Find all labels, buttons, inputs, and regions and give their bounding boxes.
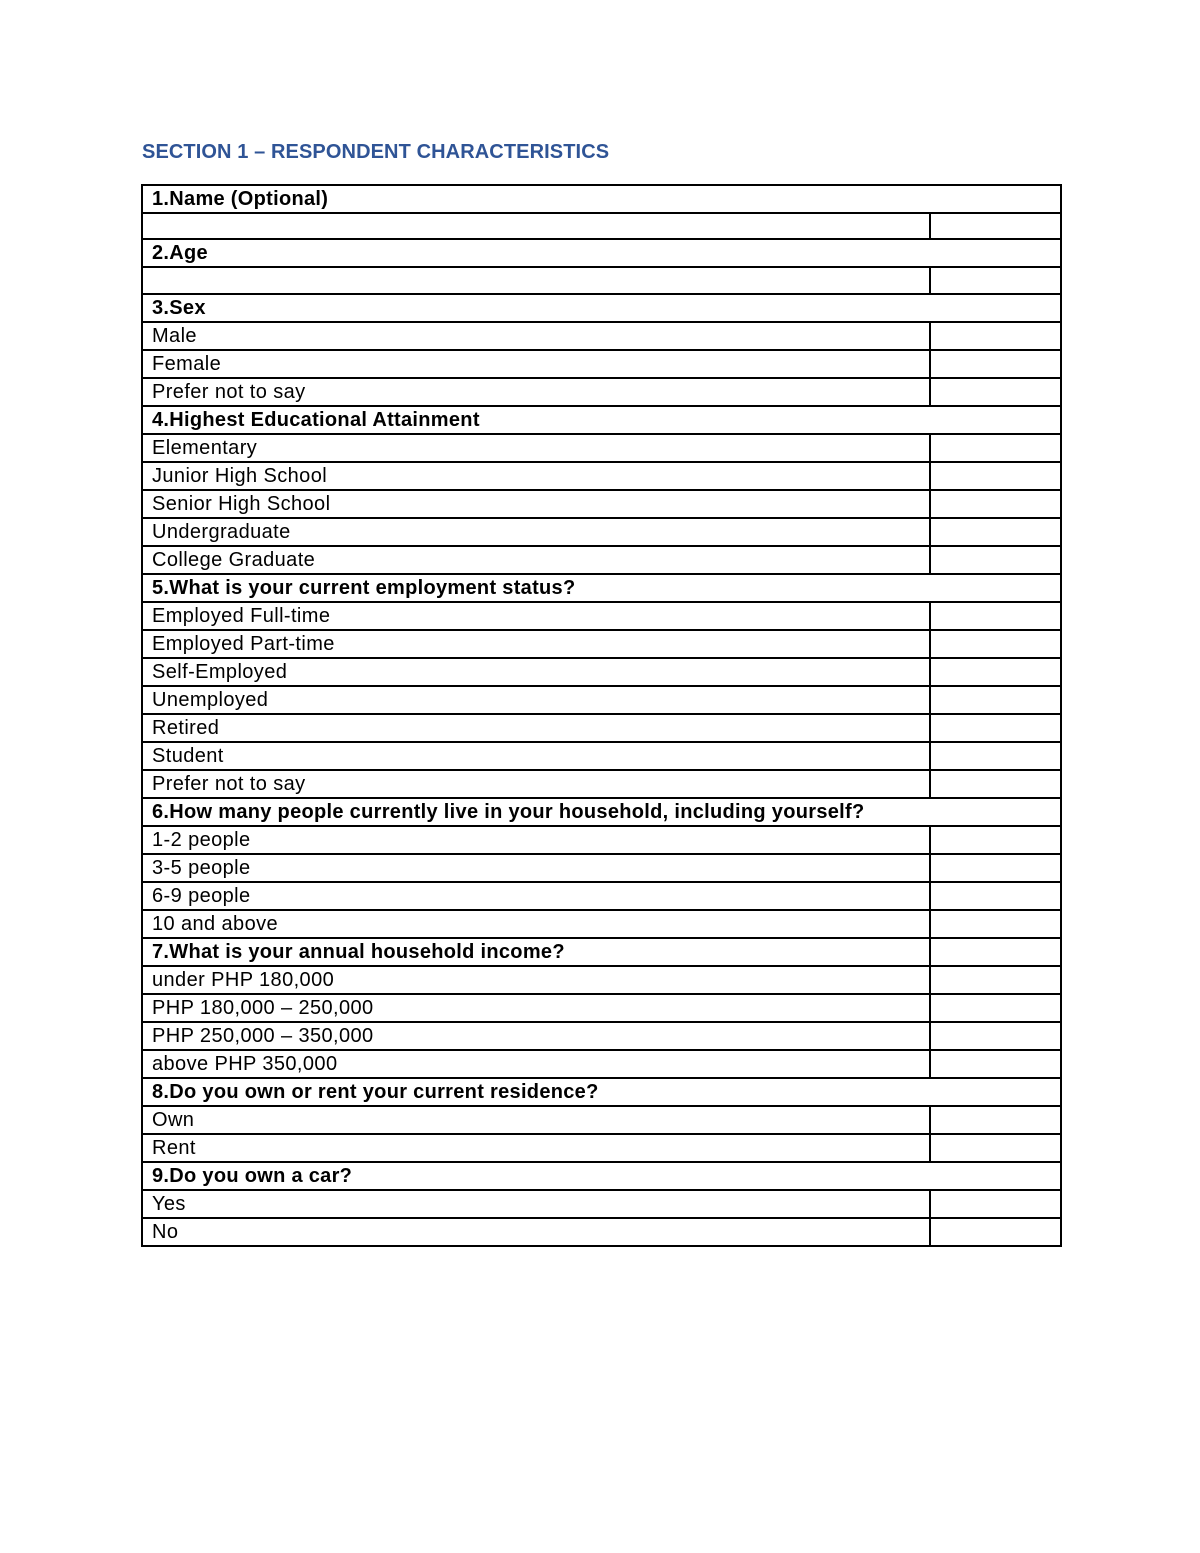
answer-field[interactable] <box>142 267 930 293</box>
option-label: No <box>142 1218 930 1246</box>
option-row <box>142 770 1061 798</box>
option-row <box>142 462 1061 490</box>
answer-cell[interactable] <box>930 1218 1061 1246</box>
answer-cell <box>930 938 1061 966</box>
option-row <box>142 1022 1061 1050</box>
option-row <box>142 994 1061 1022</box>
option-label: Undergraduate <box>142 518 930 546</box>
option-row <box>142 686 1061 714</box>
answer-cell[interactable] <box>930 994 1061 1022</box>
answer-cell[interactable] <box>930 546 1061 574</box>
option-label: Prefer not to say <box>142 770 930 798</box>
option-row <box>142 742 1061 770</box>
survey-table-body <box>142 185 1061 1246</box>
option-label: Male <box>142 322 930 350</box>
option-row <box>142 826 1061 854</box>
option-label: 6-9 people <box>142 882 930 910</box>
answer-cell[interactable] <box>930 658 1061 686</box>
question-label: 4.Highest Educational Attainment <box>142 406 1061 434</box>
answer-cell[interactable] <box>930 1190 1061 1218</box>
option-label: PHP 180,000 – 250,000 <box>142 994 930 1022</box>
question-label: 1.Name (Optional) <box>142 185 1061 213</box>
option-row <box>142 1190 1061 1218</box>
question-row <box>142 406 1061 434</box>
answer-cell[interactable] <box>930 378 1061 406</box>
answer-cell[interactable] <box>930 518 1061 546</box>
option-row <box>142 1218 1061 1246</box>
option-row <box>142 546 1061 574</box>
question-label: 6.How many people currently live in your household, including yourself? <box>142 798 1061 826</box>
answer-cell[interactable] <box>930 910 1061 938</box>
answer-cell[interactable] <box>930 742 1061 770</box>
option-row <box>142 910 1061 938</box>
answer-cell[interactable] <box>930 826 1061 854</box>
question-row <box>142 798 1061 826</box>
answer-cell[interactable] <box>930 1050 1061 1078</box>
question-label: 8.Do you own or rent your current residence? <box>142 1078 1061 1106</box>
option-row <box>142 378 1061 406</box>
option-row <box>142 518 1061 546</box>
question-label: 2.Age <box>142 239 1061 267</box>
answer-cell[interactable] <box>930 267 1061 293</box>
option-label: College Graduate <box>142 546 930 574</box>
option-row <box>142 350 1061 378</box>
option-row <box>142 1134 1061 1162</box>
option-row <box>142 882 1061 910</box>
option-label: Own <box>142 1106 930 1134</box>
answer-cell[interactable] <box>930 350 1061 378</box>
answer-cell[interactable] <box>930 602 1061 630</box>
answer-cell[interactable] <box>930 966 1061 994</box>
option-row <box>142 434 1061 462</box>
option-row <box>142 213 1061 239</box>
option-row <box>142 630 1061 658</box>
option-label: 1-2 people <box>142 826 930 854</box>
option-label: Retired <box>142 714 930 742</box>
question-row <box>142 185 1061 213</box>
question-row <box>142 294 1061 322</box>
option-row <box>142 602 1061 630</box>
answer-cell[interactable] <box>930 1106 1061 1134</box>
option-label: Prefer not to say <box>142 378 930 406</box>
option-row <box>142 1050 1061 1078</box>
option-label: Employed Part-time <box>142 630 930 658</box>
answer-field[interactable] <box>142 213 930 239</box>
option-label: Unemployed <box>142 686 930 714</box>
option-label: Senior High School <box>142 490 930 518</box>
answer-cell[interactable] <box>930 714 1061 742</box>
option-label: under PHP 180,000 <box>142 966 930 994</box>
answer-cell[interactable] <box>930 630 1061 658</box>
option-label: above PHP 350,000 <box>142 1050 930 1078</box>
option-label: 3-5 people <box>142 854 930 882</box>
question-label: 3.Sex <box>142 294 1061 322</box>
option-row <box>142 714 1061 742</box>
question-row <box>142 239 1061 267</box>
answer-cell[interactable] <box>930 490 1061 518</box>
option-row <box>142 267 1061 293</box>
option-label: Rent <box>142 1134 930 1162</box>
question-row <box>142 1078 1061 1106</box>
question-label: 5.What is your current employment status? <box>142 574 1061 602</box>
answer-cell[interactable] <box>930 854 1061 882</box>
question-row <box>142 1162 1061 1190</box>
option-label: Yes <box>142 1190 930 1218</box>
option-row <box>142 966 1061 994</box>
question-row <box>142 574 1061 602</box>
question-row <box>142 938 1061 966</box>
option-label: Employed Full-time <box>142 602 930 630</box>
option-label: PHP 250,000 – 350,000 <box>142 1022 930 1050</box>
answer-cell[interactable] <box>930 213 1061 239</box>
answer-cell[interactable] <box>930 1134 1061 1162</box>
option-label: Junior High School <box>142 462 930 490</box>
answer-cell[interactable] <box>930 434 1061 462</box>
option-label: Elementary <box>142 434 930 462</box>
option-label: 10 and above <box>142 910 930 938</box>
question-label: 7.What is your annual household income? <box>142 938 930 966</box>
answer-cell[interactable] <box>930 462 1061 490</box>
section-title: SECTION 1 – RESPONDENT CHARACTERISTICS <box>142 141 610 163</box>
option-row <box>142 658 1061 686</box>
respondent-characteristics-table <box>141 184 1062 1247</box>
answer-cell[interactable] <box>930 770 1061 798</box>
option-label: Female <box>142 350 930 378</box>
option-label: Self-Employed <box>142 658 930 686</box>
answer-cell[interactable] <box>930 1022 1061 1050</box>
answer-cell[interactable] <box>930 686 1061 714</box>
answer-cell[interactable] <box>930 322 1061 350</box>
option-row <box>142 322 1061 350</box>
option-row <box>142 854 1061 882</box>
option-label: Student <box>142 742 930 770</box>
option-row <box>142 490 1061 518</box>
question-label: 9.Do you own a car? <box>142 1162 1061 1190</box>
answer-cell[interactable] <box>930 882 1061 910</box>
option-row <box>142 1106 1061 1134</box>
